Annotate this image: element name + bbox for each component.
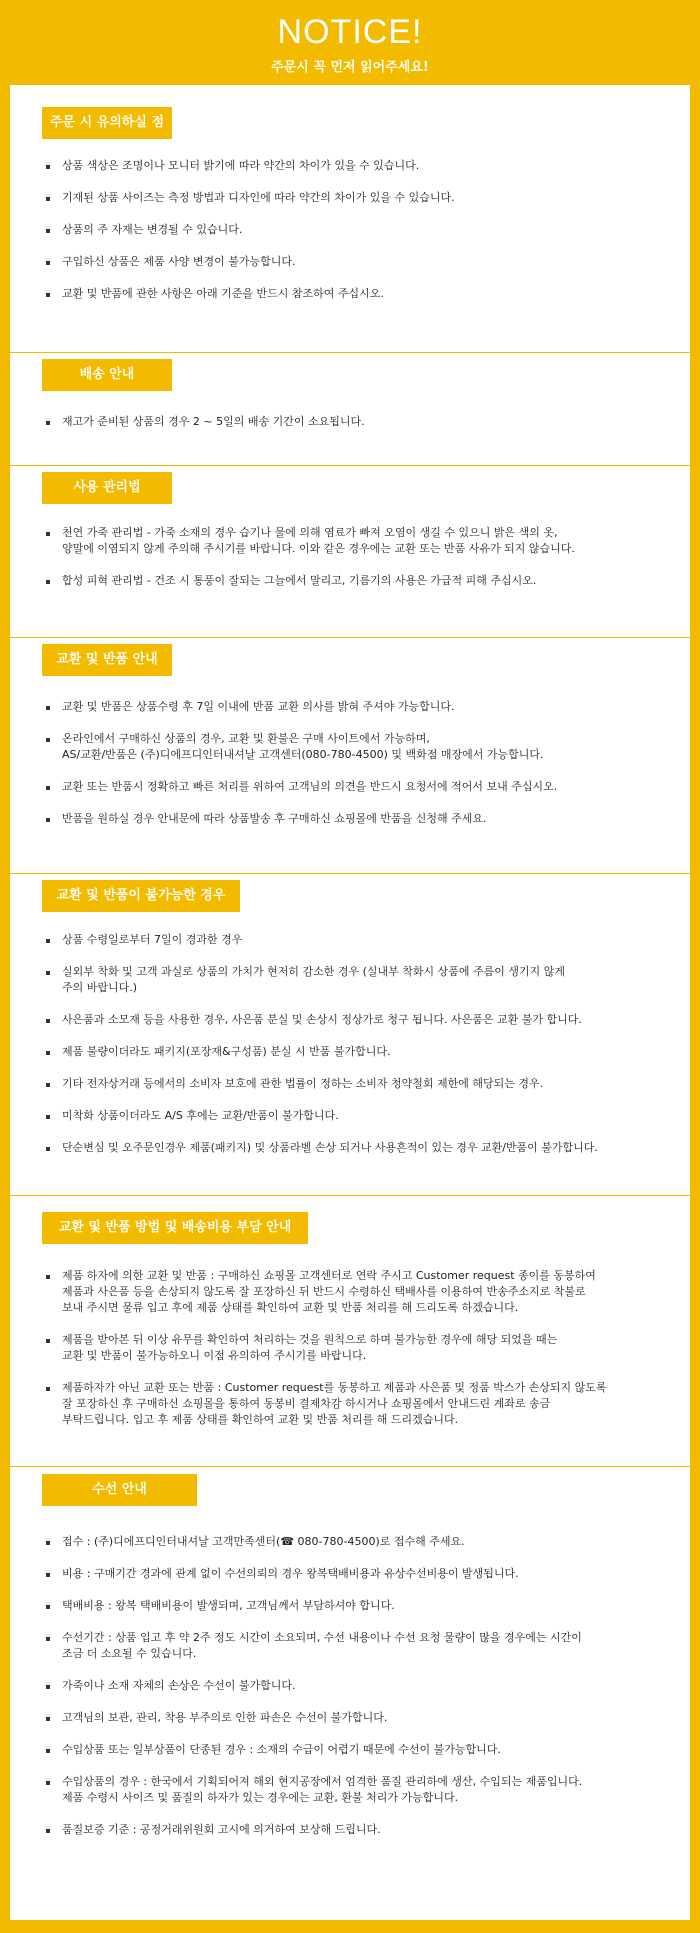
list-item: 상품 수령일로부터 7일이 경과한 경우 <box>40 932 680 948</box>
list-item: 미착화 상품이더라도 A/S 후에는 교환/반품이 불가합니다. <box>40 1108 680 1124</box>
section-no-exchange <box>10 874 690 1195</box>
list-item: 기재된 상품 사이즈는 측정 방법과 디자인에 따라 약간의 차이가 있을 수 있습니다. <box>40 190 680 206</box>
list-item: 반품을 원하실 경우 안내문에 따라 상품발송 후 구매하신 쇼핑몰에 반품을 신청해 주세요. <box>40 811 680 827</box>
item-list <box>40 414 680 446</box>
list-item: 교환 및 반품에 관한 사항은 아래 기준을 반드시 참조하여 주십시오. <box>40 286 680 302</box>
page-title: NOTICE! <box>277 13 423 51</box>
list-item: 기타 전자상거래 등에서의 소비자 보호에 관한 법률이 정하는 소비자 청약철회 제한에 해당되는 경우. <box>40 1076 680 1092</box>
section-tag: 사용 관리법 <box>42 472 172 504</box>
list-item: 비용 : 구매기간 경과에 관계 없이 수선의뢰의 경우 왕복택배비용과 유상수선비용이 발생됩니다. <box>40 1566 680 1582</box>
list-item: 제품을 받아본 뒤 이상 유무를 확인하여 처리하는 것을 원칙으로 하며 불가능한 경우에 해당 되었을 때는 교환 및 반품이 불가능하오니 이점 유의하여 주시기를 바랍니다. <box>40 1332 680 1364</box>
page-subtitle: 주문시 꼭 먼저 읽어주세요! <box>271 60 429 75</box>
section-tag: 교환 및 반품 안내 <box>42 644 172 676</box>
section-repair <box>10 1467 690 1917</box>
list-item: 가죽이나 소재 자체의 손상은 수선이 불가합니다. <box>40 1678 680 1694</box>
notice-panel <box>10 85 690 1920</box>
list-item: 수선기간 : 상품 입고 후 약 2주 정도 시간이 소요되며, 수선 내용이나 수선 요청 물량이 많을 경우에는 시간이 조금 더 소요될 수 있습니다. <box>40 1630 680 1662</box>
list-item: 교환 및 반품은 상품수령 후 7일 이내에 반품 교환 의사를 밝혀 주셔야 가능합니다. <box>40 699 680 715</box>
list-item: 단순변심 및 오주문인경우 제품(패키지) 및 상품라벨 손상 되거나 사용흔적이 있는 경우 교환/반품이 불가합니다. <box>40 1140 680 1156</box>
list-item: 교환 또는 반품시 정확하고 빠른 처리를 위하여 고객님의 의견을 반드시 요청서에 적어서 보내 주십시오. <box>40 779 680 795</box>
section-tag: 교환 및 반품 방법 및 배송비용 부담 안내 <box>42 1212 308 1244</box>
list-item: 실외부 착화 및 고객 과실로 상품의 가치가 현저히 감소한 경우 (실내부 착화시 상품에 주름이 생기지 않게 주의 바랍니다.) <box>40 964 680 996</box>
item-list <box>40 1268 680 1444</box>
list-item: 수입상품의 경우 : 한국에서 기획되어져 해외 현지공장에서 엄격한 품질 관리하에 생산, 수입되는 제품입니다. 제품 수령시 사이즈 및 품질의 하자가 있는 경우에는 교환, 환불 처리가 가능합니다. <box>40 1774 680 1806</box>
section-care <box>10 466 690 637</box>
section-tag: 교환 및 반품이 불가능한 경우 <box>42 880 240 912</box>
item-list <box>40 932 680 1172</box>
list-item: 택배비용 : 왕복 택배비용이 발생되며, 고객님께서 부담하셔야 합니다. <box>40 1598 680 1614</box>
list-item: 제품하자가 아닌 교환 또는 반품 : Customer request를 동봉하고 제품과 사은품 및 정품 박스가 손상되지 않도록 잘 포장하신 후 구매하신 쇼핑몰을 통하여 동봉비 결제차감 하시거나 쇼핑몰에서 안내드린 계좌로 송금 부탁드립니다. 입고 후 제품 상태를 확인하여 교환 및 반품 처리를 해 드리겠습니다. <box>40 1380 680 1428</box>
section-tag: 주문 시 유의하실 점 <box>42 107 172 139</box>
section-delivery <box>10 353 690 465</box>
section-return-method <box>10 1196 690 1466</box>
section-exchange-return <box>10 638 690 873</box>
list-item: 제품 하자에 의한 교환 및 반품 : 구매하신 쇼핑몰 고객센터로 연락 주시고 Customer request 종이를 동봉하여 제품과 사은품 등을 손상되지 않도록 잘 포장하신 뒤 반드시 수령하신 택배사를 이용하여 반송주소지로 착불로 보내 주시면 물류 입고 후에 제품 상태를 확인하여 교환 및 반품 처리를 해 드리도록 하겠습니다. <box>40 1268 680 1316</box>
section-tag: 배송 안내 <box>42 359 172 391</box>
item-list <box>40 1534 680 1854</box>
list-item: 상품의 주 자재는 변경될 수 있습니다. <box>40 222 680 238</box>
notice-header <box>0 0 700 85</box>
list-item: 고객님의 보관, 관리, 착용 부주의로 인한 파손은 수선이 불가합니다. <box>40 1710 680 1726</box>
list-item: 상품 색상은 조명이나 모니터 밝기에 따라 약간의 차이가 있을 수 있습니다. <box>40 158 680 174</box>
section-tag: 수선 안내 <box>42 1474 197 1506</box>
list-item: 온라인에서 구매하신 상품의 경우, 교환 및 환불은 구매 사이트에서 가능하며, AS/교환/반품은 (주)디에프디인터내셔날 고객센터(080-780-4500) 및 백화점 매장에서 가능합니다. <box>40 731 680 763</box>
list-item: 접수 : (주)디에프디인터내셔날 고객만족센터(☎ 080-780-4500)로 접수해 주세요. <box>40 1534 680 1550</box>
list-item: 합성 피혁 관리법 - 건조 시 통풍이 잘되는 그늘에서 말리고, 기름기의 사용은 가급적 피해 주십시오. <box>40 573 680 589</box>
list-item: 구입하신 상품은 제품 사양 변경이 불가능합니다. <box>40 254 680 270</box>
item-list <box>40 158 680 318</box>
list-item: 천연 가죽 관리법 - 가죽 소재의 경우 습기나 물에 의해 염료가 빠져 오염이 생길 수 있으니 밝은 색의 옷, 양말에 이염되지 않게 주의해 주시기를 바랍니다. 이와 같은 경우에는 교환 또는 반품 사유가 되지 않습니다. <box>40 525 680 557</box>
section-order-notes <box>10 85 690 352</box>
item-list <box>40 699 680 843</box>
list-item: 수입상품 또는 일부상품이 단종된 경우 : 소재의 수급이 어렵기 때문에 수선이 불가능합니다. <box>40 1742 680 1758</box>
list-item: 재고가 준비된 상품의 경우 2 ~ 5일의 배송 기간이 소요됩니다. <box>40 414 680 430</box>
list-item: 사은품과 소모재 등을 사용한 경우, 사은품 분실 및 손상시 정상가로 청구 됩니다. 사은품은 교환 불가 합니다. <box>40 1012 680 1028</box>
item-list <box>40 525 680 605</box>
list-item: 품질보증 기준 : 공정거래위원회 고시에 의거하여 보상해 드립니다. <box>40 1822 680 1838</box>
list-item: 제품 불량이더라도 패키지(포장재&구성품) 분실 시 반품 불가합니다. <box>40 1044 680 1060</box>
